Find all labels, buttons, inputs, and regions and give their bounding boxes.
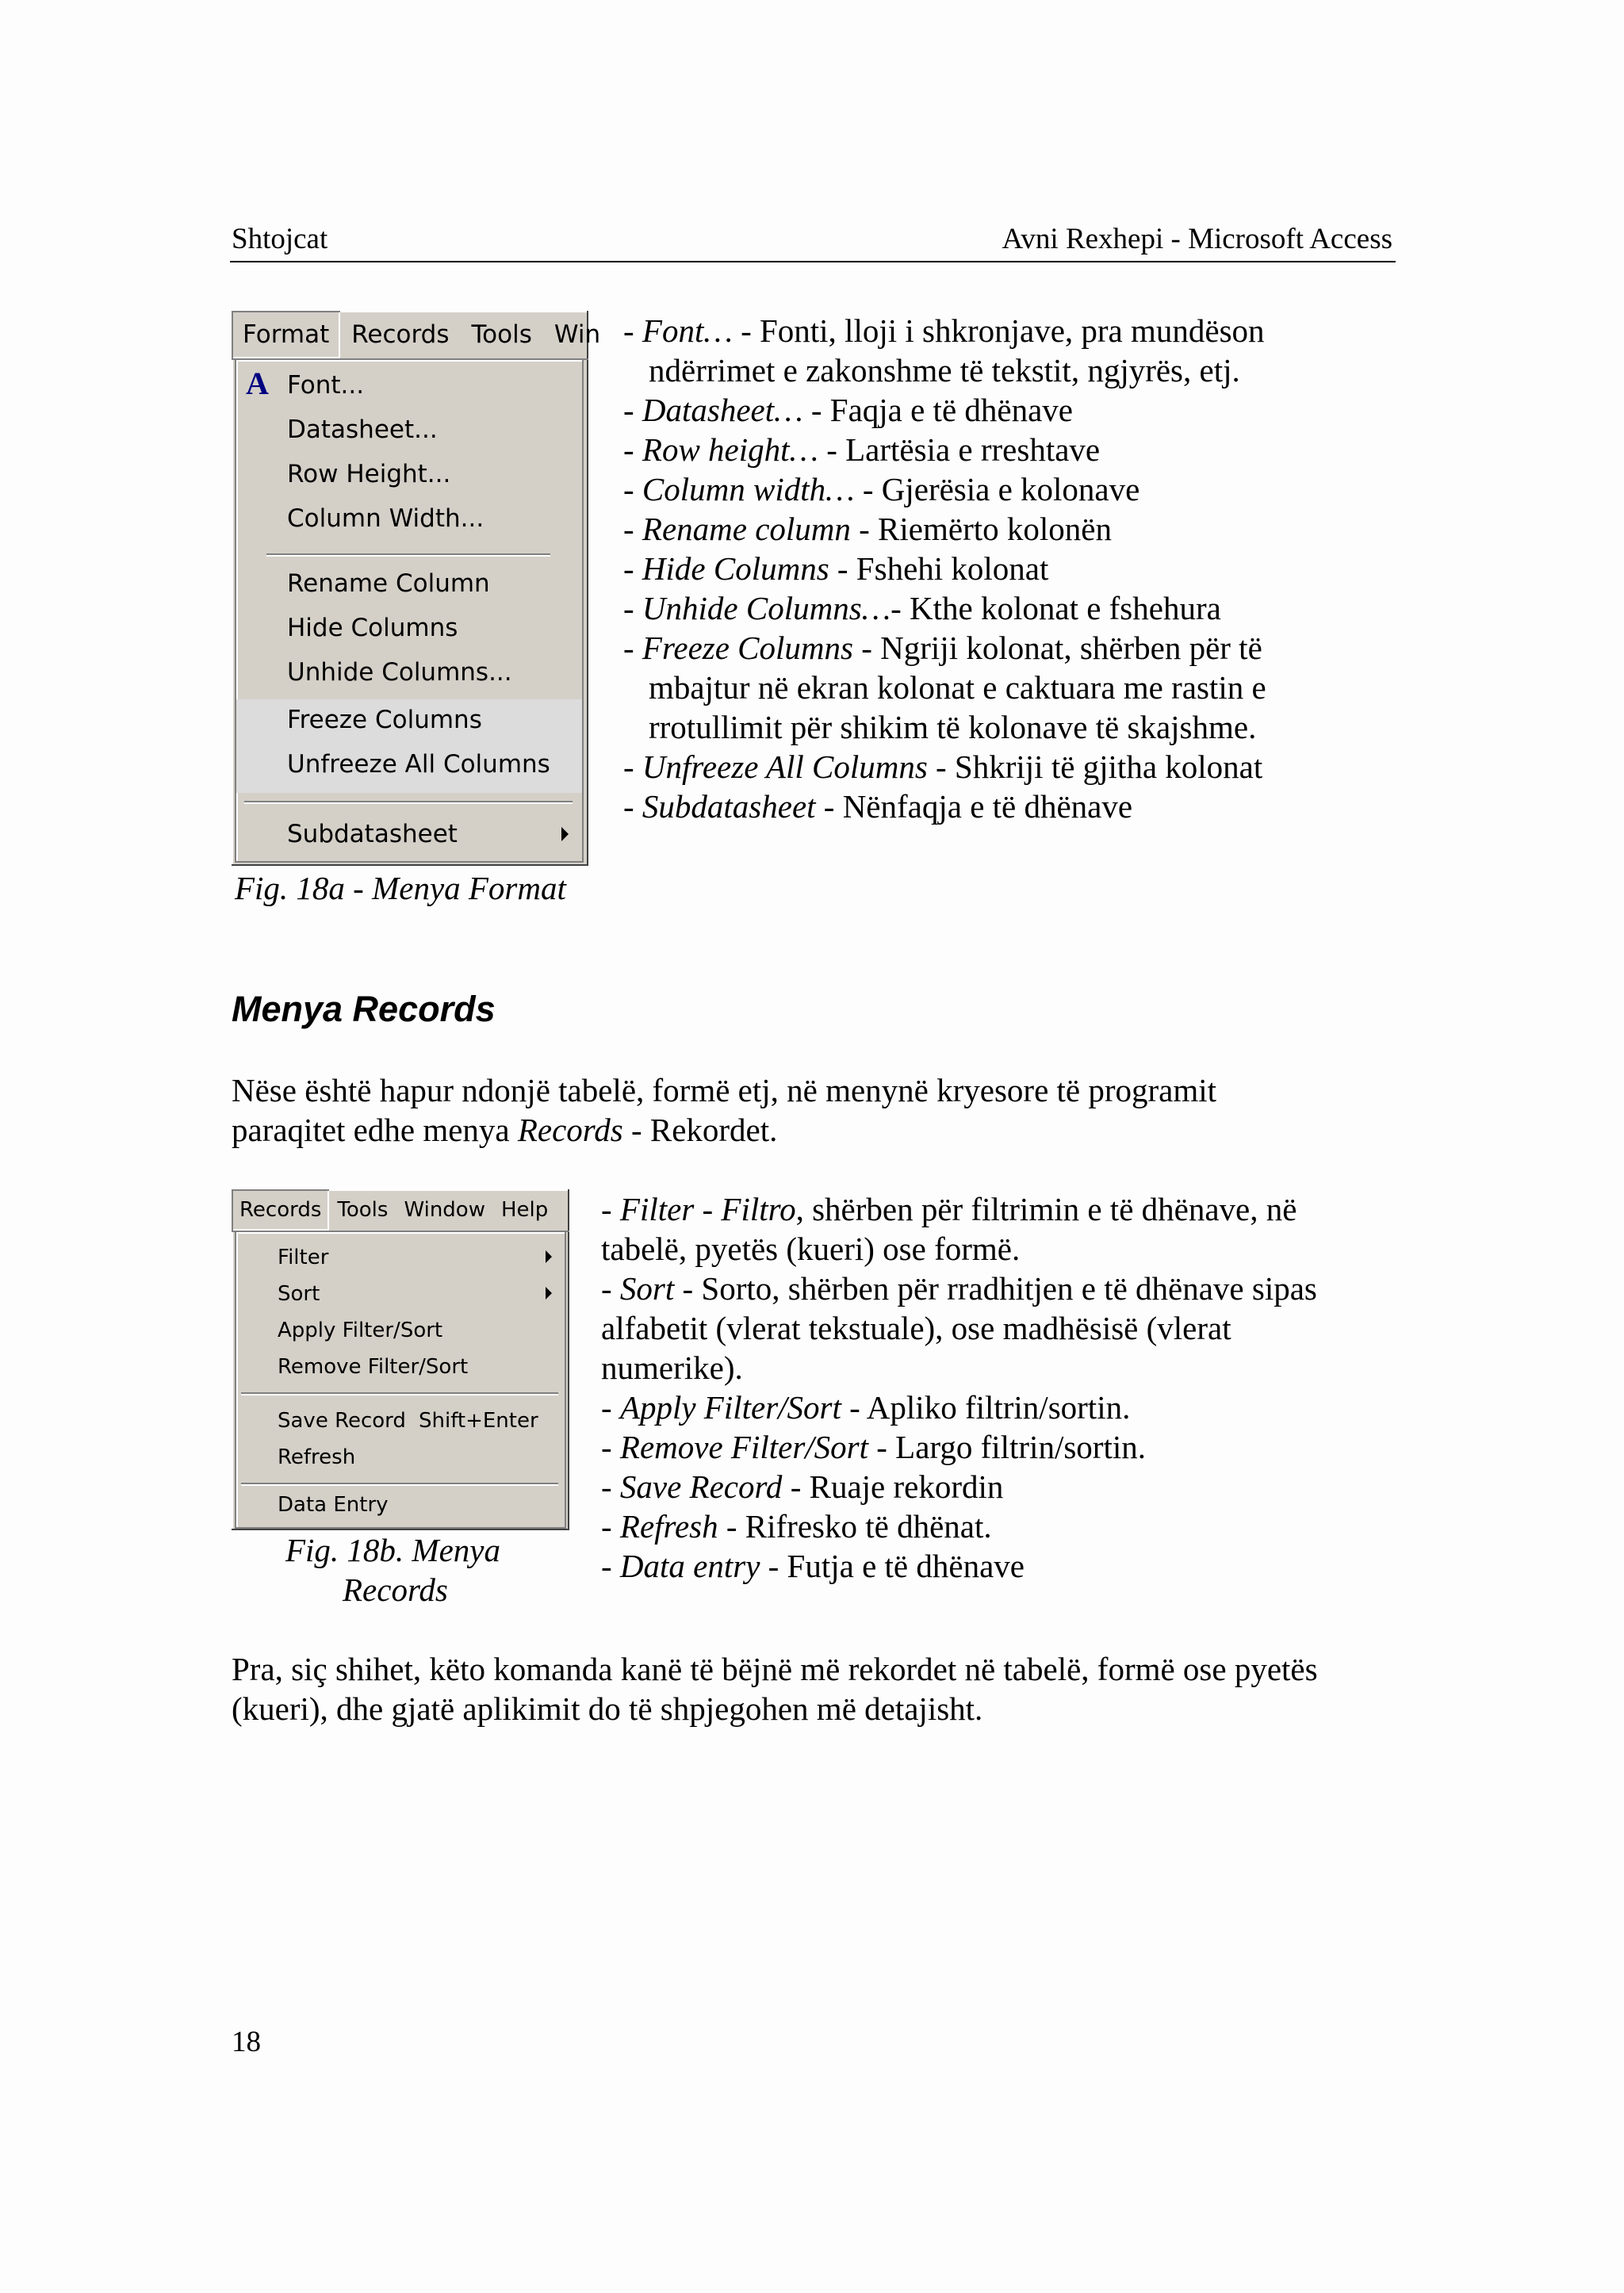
menubar-item-window[interactable]: Window: [404, 1198, 485, 1222]
definition-text: - Kthe kolonat e fshehura: [891, 590, 1221, 626]
definition-line: - Data entry - Futja e të dhënave: [601, 1548, 1025, 1584]
figure-caption-18b-line-1: Fig. 18b. Menya: [285, 1532, 500, 1568]
menubar-item-tools[interactable]: Tools: [337, 1198, 389, 1222]
definition-term: Subdatasheet: [642, 788, 816, 825]
running-header-right: Avni Rexhepi - Microsoft Access: [1002, 223, 1392, 255]
running-header-left: Shtojcat: [232, 223, 328, 255]
submenu-arrow-icon: [561, 827, 569, 841]
definition-text: - Ngriji kolonat, shërben për të: [853, 630, 1262, 666]
records-dropdown: [235, 1231, 566, 1529]
menu-item-apply-filter-sort[interactable]: Apply Filter/Sort: [278, 1319, 443, 1342]
definition-line: - Remove Filter/Sort - Largo filtrin/sortin.: [601, 1429, 1146, 1465]
definition-term: Data entry: [619, 1548, 760, 1584]
definition-continuation: numerike).: [601, 1349, 743, 1386]
intro-paragraph-line-1: Nëse është hapur ndonjë tabelë, formë etj, në menynë kryesore të programit: [232, 1072, 1217, 1108]
menu-item-unfreeze-all-columns[interactable]: Unfreeze All Columns: [287, 750, 550, 779]
menu-item-remove-filter-sort[interactable]: Remove Filter/Sort: [278, 1355, 469, 1379]
definition-text: - Sorto, shërben për rradhitjen e të dhënave sipas: [674, 1270, 1317, 1307]
definition-text: - Lartësia e rreshtave: [818, 431, 1101, 468]
definition-text: - Largo filtrin/sortin.: [868, 1429, 1146, 1465]
menu-item-freeze-columns[interactable]: Freeze Columns: [287, 706, 482, 734]
definition-line: - Column width… - Gjerësia e kolonave: [623, 471, 1140, 507]
format-dropdown: [235, 358, 584, 863]
definition-continuation: alfabetit (vlerat tekstuale), ose madhësisë (vlerat: [601, 1310, 1231, 1346]
definition-text: - Riemërto kolonën: [850, 511, 1112, 547]
shortcut-save-record: Shift+Enter: [419, 1409, 538, 1433]
menu-item-unhide-columns[interactable]: Unhide Columns...: [287, 658, 512, 687]
definition-line: - Refresh - Rifresko të dhënat.: [601, 1508, 992, 1545]
format-menu-screenshot: [232, 311, 601, 866]
definition-continuation: mbajtur në ekran kolonat e caktuara me rastin e: [649, 669, 1266, 706]
definition-term: Apply Filter/Sort: [619, 1389, 841, 1426]
definition-line: - Filter - Filtro, shërben për filtrimin e të dhënave, në: [601, 1191, 1297, 1227]
definition-text: - Shkriji të gjitha kolonat: [927, 748, 1263, 785]
menu-separator: [241, 1392, 558, 1395]
menubar-item-format[interactable]: Format: [232, 311, 340, 358]
definition-continuation: rrotullimit për shikim të kolonave të skajshme.: [649, 709, 1257, 745]
definition-line: - Unfreeze All Columns - Shkriji të gjitha kolonat: [623, 748, 1263, 785]
definition-text: - Nënfaqja e të dhënave: [815, 788, 1133, 825]
menu-item-font[interactable]: Font...: [287, 371, 365, 400]
definition-term: Hide Columns: [642, 550, 829, 587]
section-heading: Menya Records: [232, 989, 496, 1029]
header-rule: [230, 261, 1396, 262]
menubar-item-window[interactable]: Win: [553, 320, 601, 349]
definition-text: - Futja e të dhënave: [760, 1548, 1025, 1584]
definition-line: - Sort - Sorto, shërben për rradhitjen e të dhënave sipas: [601, 1270, 1317, 1307]
definition-term: Unhide Columns…: [642, 590, 891, 626]
definition-text: - Ruaje rekordin: [782, 1468, 1004, 1505]
records-menubar: [232, 1189, 569, 1232]
menu-separator: [241, 1483, 558, 1486]
menu-separator: [266, 553, 550, 557]
definition-line: - Unhide Columns…- Kthe kolonat e fshehura: [623, 590, 1221, 626]
intro-paragraph-line-2: paraqitet edhe menya Records - Rekordet.: [232, 1112, 778, 1148]
definition-text: - Gjerësia e kolonave: [854, 471, 1140, 507]
definition-continuation: ndërrimet e zakonshme të tekstit, ngjyrës, etj.: [649, 352, 1240, 389]
definition-line: - Font… - Fonti, lloji i shkronjave, pra mundëson: [623, 312, 1265, 349]
definition-term: Freeze Columns: [642, 630, 853, 666]
font-icon: A: [246, 366, 269, 401]
definition-term: Remove Filter/Sort: [619, 1429, 869, 1465]
definition-term: Unfreeze All Columns: [642, 748, 928, 785]
definition-term: Sort: [619, 1270, 675, 1307]
format-menubar: [232, 311, 601, 360]
menu-item-refresh[interactable]: Refresh: [278, 1445, 356, 1469]
definition-term: Column width…: [642, 471, 855, 507]
definition-line: - Freeze Columns - Ngriji kolonat, shërben për të: [623, 630, 1262, 666]
definition-term: Rename column: [642, 511, 851, 547]
figure-caption-18a: Fig. 18a - Menya Format: [235, 870, 566, 906]
definition-text: - Rifresko të dhënat.: [718, 1508, 992, 1545]
definition-term: Refresh: [619, 1508, 718, 1545]
submenu-arrow-icon: [546, 1250, 552, 1263]
menu-item-subdatasheet[interactable]: Subdatasheet: [287, 820, 458, 848]
definition-text: - Faqja e të dhënave: [802, 392, 1073, 428]
definition-text: - Fonti, lloji i shkronjave, pra mundëson: [732, 312, 1265, 349]
menubar-item-tools[interactable]: Tools: [471, 320, 532, 349]
menu-item-datasheet[interactable]: Datasheet...: [287, 415, 438, 444]
definition-term: Font…: [642, 312, 733, 349]
figure-caption-18b-line-2: Records: [343, 1571, 448, 1608]
menu-item-data-entry[interactable]: Data Entry: [278, 1493, 389, 1517]
definition-line: - Subdatasheet - Nënfaqja e të dhënave: [623, 788, 1133, 825]
menubar-item-records[interactable]: Records: [232, 1189, 329, 1231]
submenu-arrow-icon: [546, 1287, 552, 1300]
definition-term: Datasheet…: [642, 392, 803, 428]
menu-item-rename-column[interactable]: Rename Column: [287, 569, 490, 598]
menu-item-save-record[interactable]: Save Record: [278, 1409, 406, 1433]
definition-text: - Apliko filtrin/sortin.: [841, 1389, 1131, 1426]
definition-term: Row height…: [642, 431, 818, 468]
definition-text: - Fshehi kolonat: [829, 550, 1049, 587]
definition-continuation: tabelë, pyetës (kueri) ose formë.: [601, 1231, 1021, 1267]
definition-term: Save Record: [619, 1468, 783, 1505]
definition-text: , shërben për filtrimin e të dhënave, në: [795, 1191, 1297, 1227]
menu-item-hide-columns[interactable]: Hide Columns: [287, 614, 458, 642]
menu-separator: [244, 801, 573, 804]
closing-paragraph-line-1: Pra, siç shihet, këto komanda kanë të bëjnë më rekordet në tabelë, formë ose pyetës: [232, 1651, 1318, 1687]
menubar-item-records[interactable]: Records: [351, 320, 450, 349]
definition-line: - Hide Columns - Fshehi kolonat: [623, 550, 1049, 587]
definition-line: - Save Record - Ruaje rekordin: [601, 1468, 1004, 1505]
menu-item-sort[interactable]: Sort: [278, 1282, 320, 1306]
menubar-item-help[interactable]: Help: [500, 1198, 549, 1222]
definition-term: Filter - Filtro: [619, 1191, 796, 1227]
page-number: 18: [232, 2026, 261, 2058]
closing-paragraph-line-2: (kueri), dhe gjatë aplikimit do të shpjegohen më detajisht.: [232, 1690, 983, 1727]
definition-line: - Apply Filter/Sort - Apliko filtrin/sortin.: [601, 1389, 1131, 1426]
records-menu-screenshot: [232, 1189, 569, 1530]
menu-item-row-height[interactable]: Row Height...: [287, 460, 451, 488]
definition-line: - Datasheet… - Faqja e të dhënave: [623, 392, 1073, 428]
definition-line: - Row height… - Lartësia e rreshtave: [623, 431, 1101, 468]
menu-item-filter[interactable]: Filter: [278, 1246, 329, 1269]
definition-line: - Rename column - Riemërto kolonën: [623, 511, 1112, 547]
menu-item-column-width[interactable]: Column Width...: [287, 504, 485, 533]
